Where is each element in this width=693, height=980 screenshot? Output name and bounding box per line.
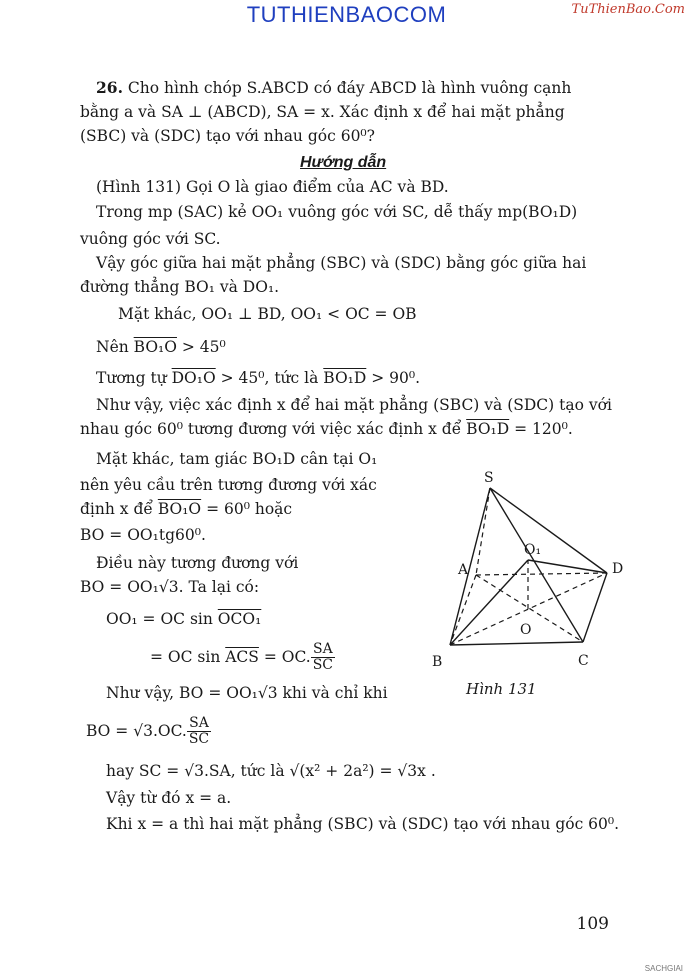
text-line: hay SC = √3.SA, tức là √(x² + 2a²) = √3x . (106, 762, 436, 780)
label-o1: O₁ (524, 542, 542, 558)
text-line: nên yêu cầu trên tương đương với xác (80, 476, 377, 494)
text-line: BO = √3.OC. $\frac{SA}{SC}$ (86, 715, 210, 748)
text-line: Khi x = a thì hai mặt phẳng (SBC) và (SDC) tạo với nhau góc 60⁰. (106, 815, 620, 833)
label-o: O (520, 622, 532, 638)
figure-caption: Hình 131 (466, 680, 537, 698)
page-number: 109 (576, 914, 609, 934)
problem-number: 26. (96, 78, 123, 97)
label-a: A (458, 562, 469, 578)
text-line: (Hình 131) Gọi O là giao điểm của AC và BD. (96, 178, 449, 196)
edge-bc (450, 642, 583, 645)
text-line: Tương tự DO₁O > 45⁰, tức là BO₁D > 90⁰. (96, 369, 421, 387)
label-s: S (484, 470, 494, 486)
text-line: BO = OO₁√3. Ta lại có: (80, 578, 260, 596)
problem-line-2: bằng a và SA ⊥ (ABCD), SA = x. Xác định x để hai mặt phẳng (80, 103, 565, 121)
text-line: định x để BO₁O = 60⁰ hoặc (80, 500, 293, 518)
problem-line-1: 26. Cho hình chóp S.ABCD có đáy ABCD là hình vuông cạnh (96, 78, 572, 97)
text-line: Vậy từ đó x = a. (106, 789, 232, 807)
angle: BO₁D (466, 420, 510, 438)
text-line: = OC $\sin \overline{ACS}$ = OC. $\frac{SA}{SC}$ (150, 641, 334, 674)
angle: BO₁O (133, 338, 177, 356)
text-line: Như vậy, BO = OO₁√3 khi và chỉ khi (106, 684, 388, 702)
edge-cd (583, 573, 607, 642)
angle: BO₁D (323, 369, 367, 387)
text-line: Nên BO₁O > 45⁰ (96, 338, 226, 356)
footer-logo: SACHGIAI (644, 964, 683, 973)
text-line: đường thẳng BO₁ và DO₁. (80, 278, 280, 296)
edge-sd (490, 488, 607, 573)
section-heading: Hướng dẫn (300, 154, 387, 171)
edge-sc (490, 488, 583, 642)
site-banner: TUTHIENBAOCOM (246, 2, 447, 27)
text-line: Mặt khác, tam giác BO₁D cân tại O₁ (96, 450, 378, 468)
label-c: C (578, 653, 589, 669)
angle: DO₁O (171, 369, 216, 387)
brand-watermark: TuThienBao.Com (571, 2, 685, 17)
problem-line-3: (SBC) và (SDC) tạo với nhau góc 60⁰? (80, 127, 375, 145)
text-line: Điều này tương đương với (96, 554, 299, 572)
text-line: Mặt khác, OO₁ ⊥ BD, OO₁ < OC = OB (118, 305, 417, 323)
text-line: BO = OO₁tg60⁰. (80, 526, 206, 544)
text-line: Như vậy, việc xác định x để hai mặt phẳng (SBC) và (SDC) tạo với (96, 396, 612, 414)
pyramid-figure (420, 460, 640, 675)
edge-sa (476, 488, 490, 575)
text-line: vuông góc với SC. (80, 230, 221, 248)
text-line: Vậy góc giữa hai mặt phẳng (SBC) và (SDC) bằng góc giữa hai (96, 254, 587, 272)
label-d: D (612, 561, 624, 577)
text-line: OO₁ = OC sin OCO₁ (106, 610, 262, 628)
angle: BO₁O (157, 500, 202, 518)
edge-ab (450, 575, 476, 645)
angle: OCO₁ (217, 610, 262, 628)
edge-sb (450, 488, 490, 645)
angle: $\overline{ACS}$ (225, 647, 259, 666)
text-line: Trong mp (SAC) kẻ OO₁ vuông góc với SC, dễ thấy mp(BO₁D) (96, 203, 578, 221)
fraction: $\frac{SA}{SC}$ (188, 715, 210, 748)
text-line: nhau góc 60⁰ tương đương với việc xác định x để BO₁D = 120⁰. (80, 420, 573, 438)
label-b: B (432, 654, 443, 670)
fraction: $\frac{SA}{SC}$ (312, 641, 334, 674)
